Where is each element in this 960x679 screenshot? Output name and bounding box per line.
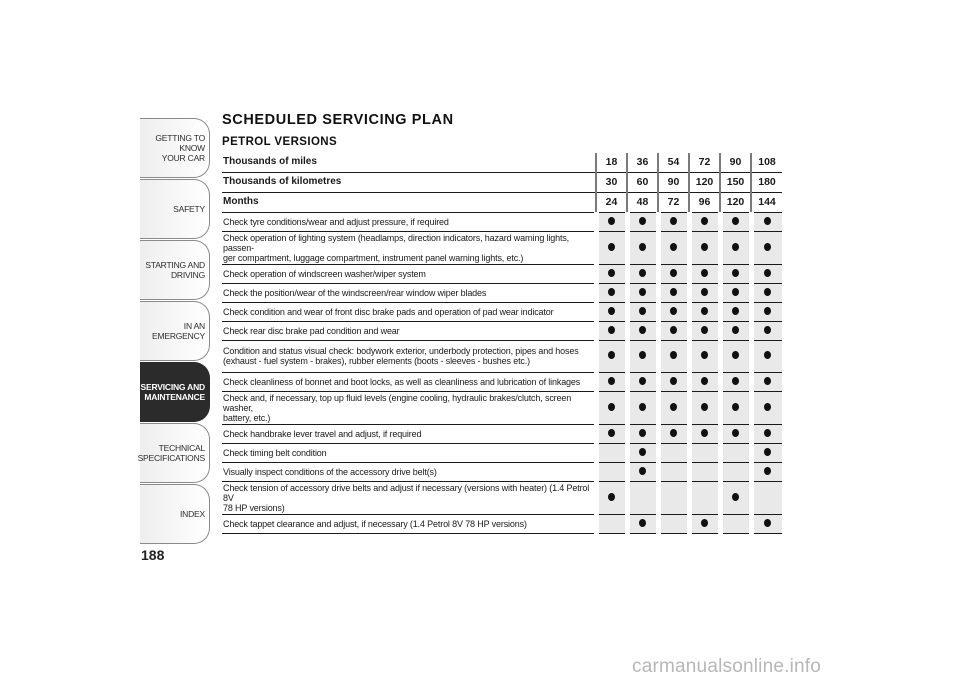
interval-value: 90 <box>720 153 751 172</box>
service-cell <box>658 264 689 283</box>
interval-value: 72 <box>689 153 720 172</box>
service-required-dot <box>764 217 771 225</box>
service-required-dot <box>764 351 771 359</box>
service-cell <box>627 481 658 514</box>
service-cell <box>658 212 689 231</box>
service-cell <box>720 481 751 514</box>
service-required-dot <box>639 307 646 315</box>
service-cell <box>689 481 720 514</box>
interval-value: 180 <box>751 172 782 192</box>
service-required-dot <box>764 243 771 251</box>
service-item-description: Check rear disc brake pad condition and wear <box>222 321 596 340</box>
service-required-dot <box>608 326 615 334</box>
service-cell <box>720 321 751 340</box>
interval-value: 90 <box>658 172 689 192</box>
service-required-dot <box>639 351 646 359</box>
sidebar-tab-5[interactable]: SERVICING AND MAINTENANCE <box>140 362 210 422</box>
service-required-dot <box>732 217 739 225</box>
service-required-dot <box>732 288 739 296</box>
service-required-dot <box>701 326 708 334</box>
service-cell <box>720 231 751 264</box>
service-cell <box>689 302 720 321</box>
interval-value: 18 <box>596 153 627 172</box>
service-cell <box>596 212 627 231</box>
service-cell <box>627 231 658 264</box>
service-required-dot <box>608 269 615 277</box>
interval-value: 24 <box>596 192 627 212</box>
table-row <box>222 462 782 481</box>
service-cell <box>689 514 720 533</box>
service-cell <box>627 391 658 424</box>
service-cell <box>627 424 658 443</box>
table-row <box>222 481 782 514</box>
service-cell <box>658 424 689 443</box>
interval-value: 48 <box>627 192 658 212</box>
servicing-table <box>222 153 782 534</box>
service-required-dot <box>732 493 739 501</box>
service-item-description: Check timing belt condition <box>222 443 596 462</box>
service-cell <box>596 264 627 283</box>
service-cell <box>720 264 751 283</box>
interval-value: 144 <box>751 192 782 212</box>
interval-value: 120 <box>720 192 751 212</box>
table-row <box>222 283 782 302</box>
service-cell <box>751 283 782 302</box>
service-cell <box>751 302 782 321</box>
service-cell <box>627 321 658 340</box>
service-item-description: Check and, if necessary, top up fluid levels (engine cooling, hydraulic brakes/clutch, screen washer, battery, etc.) <box>222 391 596 424</box>
service-cell <box>751 212 782 231</box>
service-item-description: Check tension of accessory drive belts and adjust if necessary (versions with heater) (1.4 Petrol 8V 78 HP versions) <box>222 481 596 514</box>
service-cell <box>627 302 658 321</box>
service-required-dot <box>639 243 646 251</box>
service-cell <box>596 283 627 302</box>
service-required-dot <box>732 403 739 411</box>
service-required-dot <box>701 429 708 437</box>
service-cell <box>720 212 751 231</box>
service-required-dot <box>670 351 677 359</box>
service-required-dot <box>764 403 771 411</box>
service-required-dot <box>670 377 677 385</box>
service-required-dot <box>701 307 708 315</box>
service-cell <box>720 462 751 481</box>
header-row <box>222 172 782 192</box>
service-cell <box>658 372 689 391</box>
service-item-description: Visually inspect conditions of the accessory drive belt(s) <box>222 462 596 481</box>
service-cell <box>627 212 658 231</box>
service-cell <box>751 424 782 443</box>
service-cell <box>689 372 720 391</box>
service-required-dot <box>608 243 615 251</box>
service-cell <box>689 283 720 302</box>
service-required-dot <box>639 269 646 277</box>
service-required-dot <box>639 403 646 411</box>
sidebar-tab-2[interactable]: SAFETY <box>140 179 210 239</box>
header-label: Thousands of kilometres <box>222 172 596 192</box>
service-cell <box>658 283 689 302</box>
service-cell <box>751 481 782 514</box>
service-required-dot <box>764 307 771 315</box>
service-required-dot <box>608 217 615 225</box>
service-cell <box>720 514 751 533</box>
service-item-description: Check tappet clearance and adjust, if necessary (1.4 Petrol 8V 78 HP versions) <box>222 514 596 533</box>
service-required-dot <box>764 467 771 475</box>
service-cell <box>720 443 751 462</box>
service-cell <box>596 514 627 533</box>
service-cell <box>689 212 720 231</box>
service-required-dot <box>608 351 615 359</box>
service-required-dot <box>764 326 771 334</box>
service-cell <box>689 340 720 372</box>
service-required-dot <box>670 269 677 277</box>
service-required-dot <box>701 243 708 251</box>
table-row <box>222 302 782 321</box>
service-item-description: Condition and status visual check: bodywork exterior, underbody protection, pipes and hoses (exhaust - fuel system - brakes), rubber elements (boots - sleeves - bushes etc.) <box>222 340 596 372</box>
service-cell <box>627 372 658 391</box>
service-cell <box>627 283 658 302</box>
service-item-description: Check tyre conditions/wear and adjust pressure, if required <box>222 212 596 231</box>
interval-value: 30 <box>596 172 627 192</box>
main-content <box>222 110 782 534</box>
service-cell <box>720 424 751 443</box>
header-row <box>222 153 782 172</box>
interval-value: 96 <box>689 192 720 212</box>
table-row <box>222 231 782 264</box>
service-cell <box>596 340 627 372</box>
service-cell <box>720 283 751 302</box>
service-cell <box>596 321 627 340</box>
header-row <box>222 192 782 212</box>
service-required-dot <box>764 288 771 296</box>
service-cell <box>689 462 720 481</box>
service-required-dot <box>639 217 646 225</box>
service-required-dot <box>639 467 646 475</box>
sidebar-nav <box>137 118 210 545</box>
watermark: carmanualsonline.info <box>632 656 822 677</box>
service-required-dot <box>764 377 771 385</box>
service-required-dot <box>670 326 677 334</box>
service-cell <box>751 264 782 283</box>
service-cell <box>658 462 689 481</box>
service-cell <box>689 231 720 264</box>
service-required-dot <box>732 269 739 277</box>
table-row <box>222 424 782 443</box>
service-required-dot <box>670 403 677 411</box>
table-row <box>222 443 782 462</box>
section-subtitle: PETROL VERSIONS <box>222 136 338 148</box>
service-cell <box>658 443 689 462</box>
service-cell <box>689 424 720 443</box>
service-required-dot <box>608 403 615 411</box>
service-item-description: Check condition and wear of front disc brake pads and operation of pad wear indicator <box>222 302 596 321</box>
service-cell <box>596 391 627 424</box>
service-required-dot <box>670 288 677 296</box>
service-required-dot <box>732 377 739 385</box>
service-required-dot <box>608 288 615 296</box>
table-row <box>222 264 782 283</box>
service-cell <box>596 481 627 514</box>
service-required-dot <box>670 429 677 437</box>
service-required-dot <box>701 377 708 385</box>
table-row <box>222 514 782 533</box>
page-title: SCHEDULED SERVICING PLAN <box>222 112 454 128</box>
service-cell <box>627 264 658 283</box>
service-required-dot <box>732 307 739 315</box>
table-row <box>222 340 782 372</box>
service-required-dot <box>639 448 646 456</box>
service-required-dot <box>764 519 771 527</box>
service-required-dot <box>701 217 708 225</box>
interval-value: 54 <box>658 153 689 172</box>
service-required-dot <box>608 429 615 437</box>
service-required-dot <box>670 217 677 225</box>
service-required-dot <box>670 243 677 251</box>
service-required-dot <box>701 519 708 527</box>
table-row <box>222 212 782 231</box>
service-cell <box>596 443 627 462</box>
service-required-dot <box>701 269 708 277</box>
table-row <box>222 372 782 391</box>
page-number: 188 <box>141 547 165 563</box>
service-required-dot <box>670 307 677 315</box>
service-required-dot <box>639 519 646 527</box>
service-required-dot <box>608 493 615 501</box>
service-required-dot <box>639 288 646 296</box>
service-cell <box>751 443 782 462</box>
interval-value: 72 <box>658 192 689 212</box>
service-cell <box>596 231 627 264</box>
service-required-dot <box>701 351 708 359</box>
service-cell <box>596 372 627 391</box>
service-cell <box>720 340 751 372</box>
service-item-description: Check operation of windscreen washer/wiper system <box>222 264 596 283</box>
service-cell <box>751 372 782 391</box>
service-cell <box>751 340 782 372</box>
service-required-dot <box>639 429 646 437</box>
service-cell <box>689 321 720 340</box>
header-label: Months <box>222 192 596 212</box>
service-item-description: Check operation of lighting system (headlamps, direction indicators, hazard warning lights, passen- ger compartment, luggage compartment, instrument panel warning lights, etc.) <box>222 231 596 264</box>
sidebar-tab-7[interactable]: INDEX <box>140 484 210 544</box>
service-cell <box>627 340 658 372</box>
service-cell <box>658 481 689 514</box>
header-label: Thousands of miles <box>222 153 596 172</box>
service-item-description: Check cleanliness of bonnet and boot locks, as well as cleanliness and lubrication of linkages <box>222 372 596 391</box>
interval-value: 150 <box>720 172 751 192</box>
service-cell <box>658 514 689 533</box>
service-cell <box>720 391 751 424</box>
table-row <box>222 391 782 424</box>
table-row <box>222 321 782 340</box>
service-required-dot <box>764 448 771 456</box>
service-required-dot <box>701 288 708 296</box>
service-cell <box>596 424 627 443</box>
service-required-dot <box>764 269 771 277</box>
service-cell <box>627 514 658 533</box>
service-item-description: Check the position/wear of the windscreen/rear window wiper blades <box>222 283 596 302</box>
service-cell <box>596 462 627 481</box>
service-required-dot <box>701 403 708 411</box>
sidebar-tab-6[interactable]: TECHNICAL SPECIFICATIONS <box>140 423 210 483</box>
service-required-dot <box>764 429 771 437</box>
service-cell <box>689 391 720 424</box>
service-cell <box>627 462 658 481</box>
service-cell <box>658 321 689 340</box>
service-required-dot <box>639 326 646 334</box>
sidebar-tab-4[interactable]: IN AN EMERGENCY <box>140 301 210 361</box>
service-cell <box>658 340 689 372</box>
sidebar-tab-3[interactable]: STARTING AND DRIVING <box>140 240 210 300</box>
service-cell <box>751 462 782 481</box>
service-cell <box>658 391 689 424</box>
service-cell <box>689 443 720 462</box>
service-required-dot <box>608 377 615 385</box>
service-item-description: Check handbrake lever travel and adjust, if required <box>222 424 596 443</box>
sidebar-tab-1[interactable]: GETTING TO KNOW YOUR CAR <box>140 118 210 178</box>
interval-value: 36 <box>627 153 658 172</box>
service-cell <box>720 372 751 391</box>
service-cell <box>689 264 720 283</box>
service-cell <box>751 321 782 340</box>
service-cell <box>751 231 782 264</box>
service-cell <box>658 231 689 264</box>
service-required-dot <box>732 351 739 359</box>
service-required-dot <box>608 307 615 315</box>
interval-value: 120 <box>689 172 720 192</box>
interval-value: 60 <box>627 172 658 192</box>
service-cell <box>596 302 627 321</box>
service-required-dot <box>639 377 646 385</box>
service-required-dot <box>732 429 739 437</box>
service-required-dot <box>732 243 739 251</box>
service-cell <box>627 443 658 462</box>
service-required-dot <box>732 326 739 334</box>
interval-value: 108 <box>751 153 782 172</box>
service-cell <box>720 302 751 321</box>
service-cell <box>658 302 689 321</box>
service-cell <box>751 514 782 533</box>
service-cell <box>751 391 782 424</box>
